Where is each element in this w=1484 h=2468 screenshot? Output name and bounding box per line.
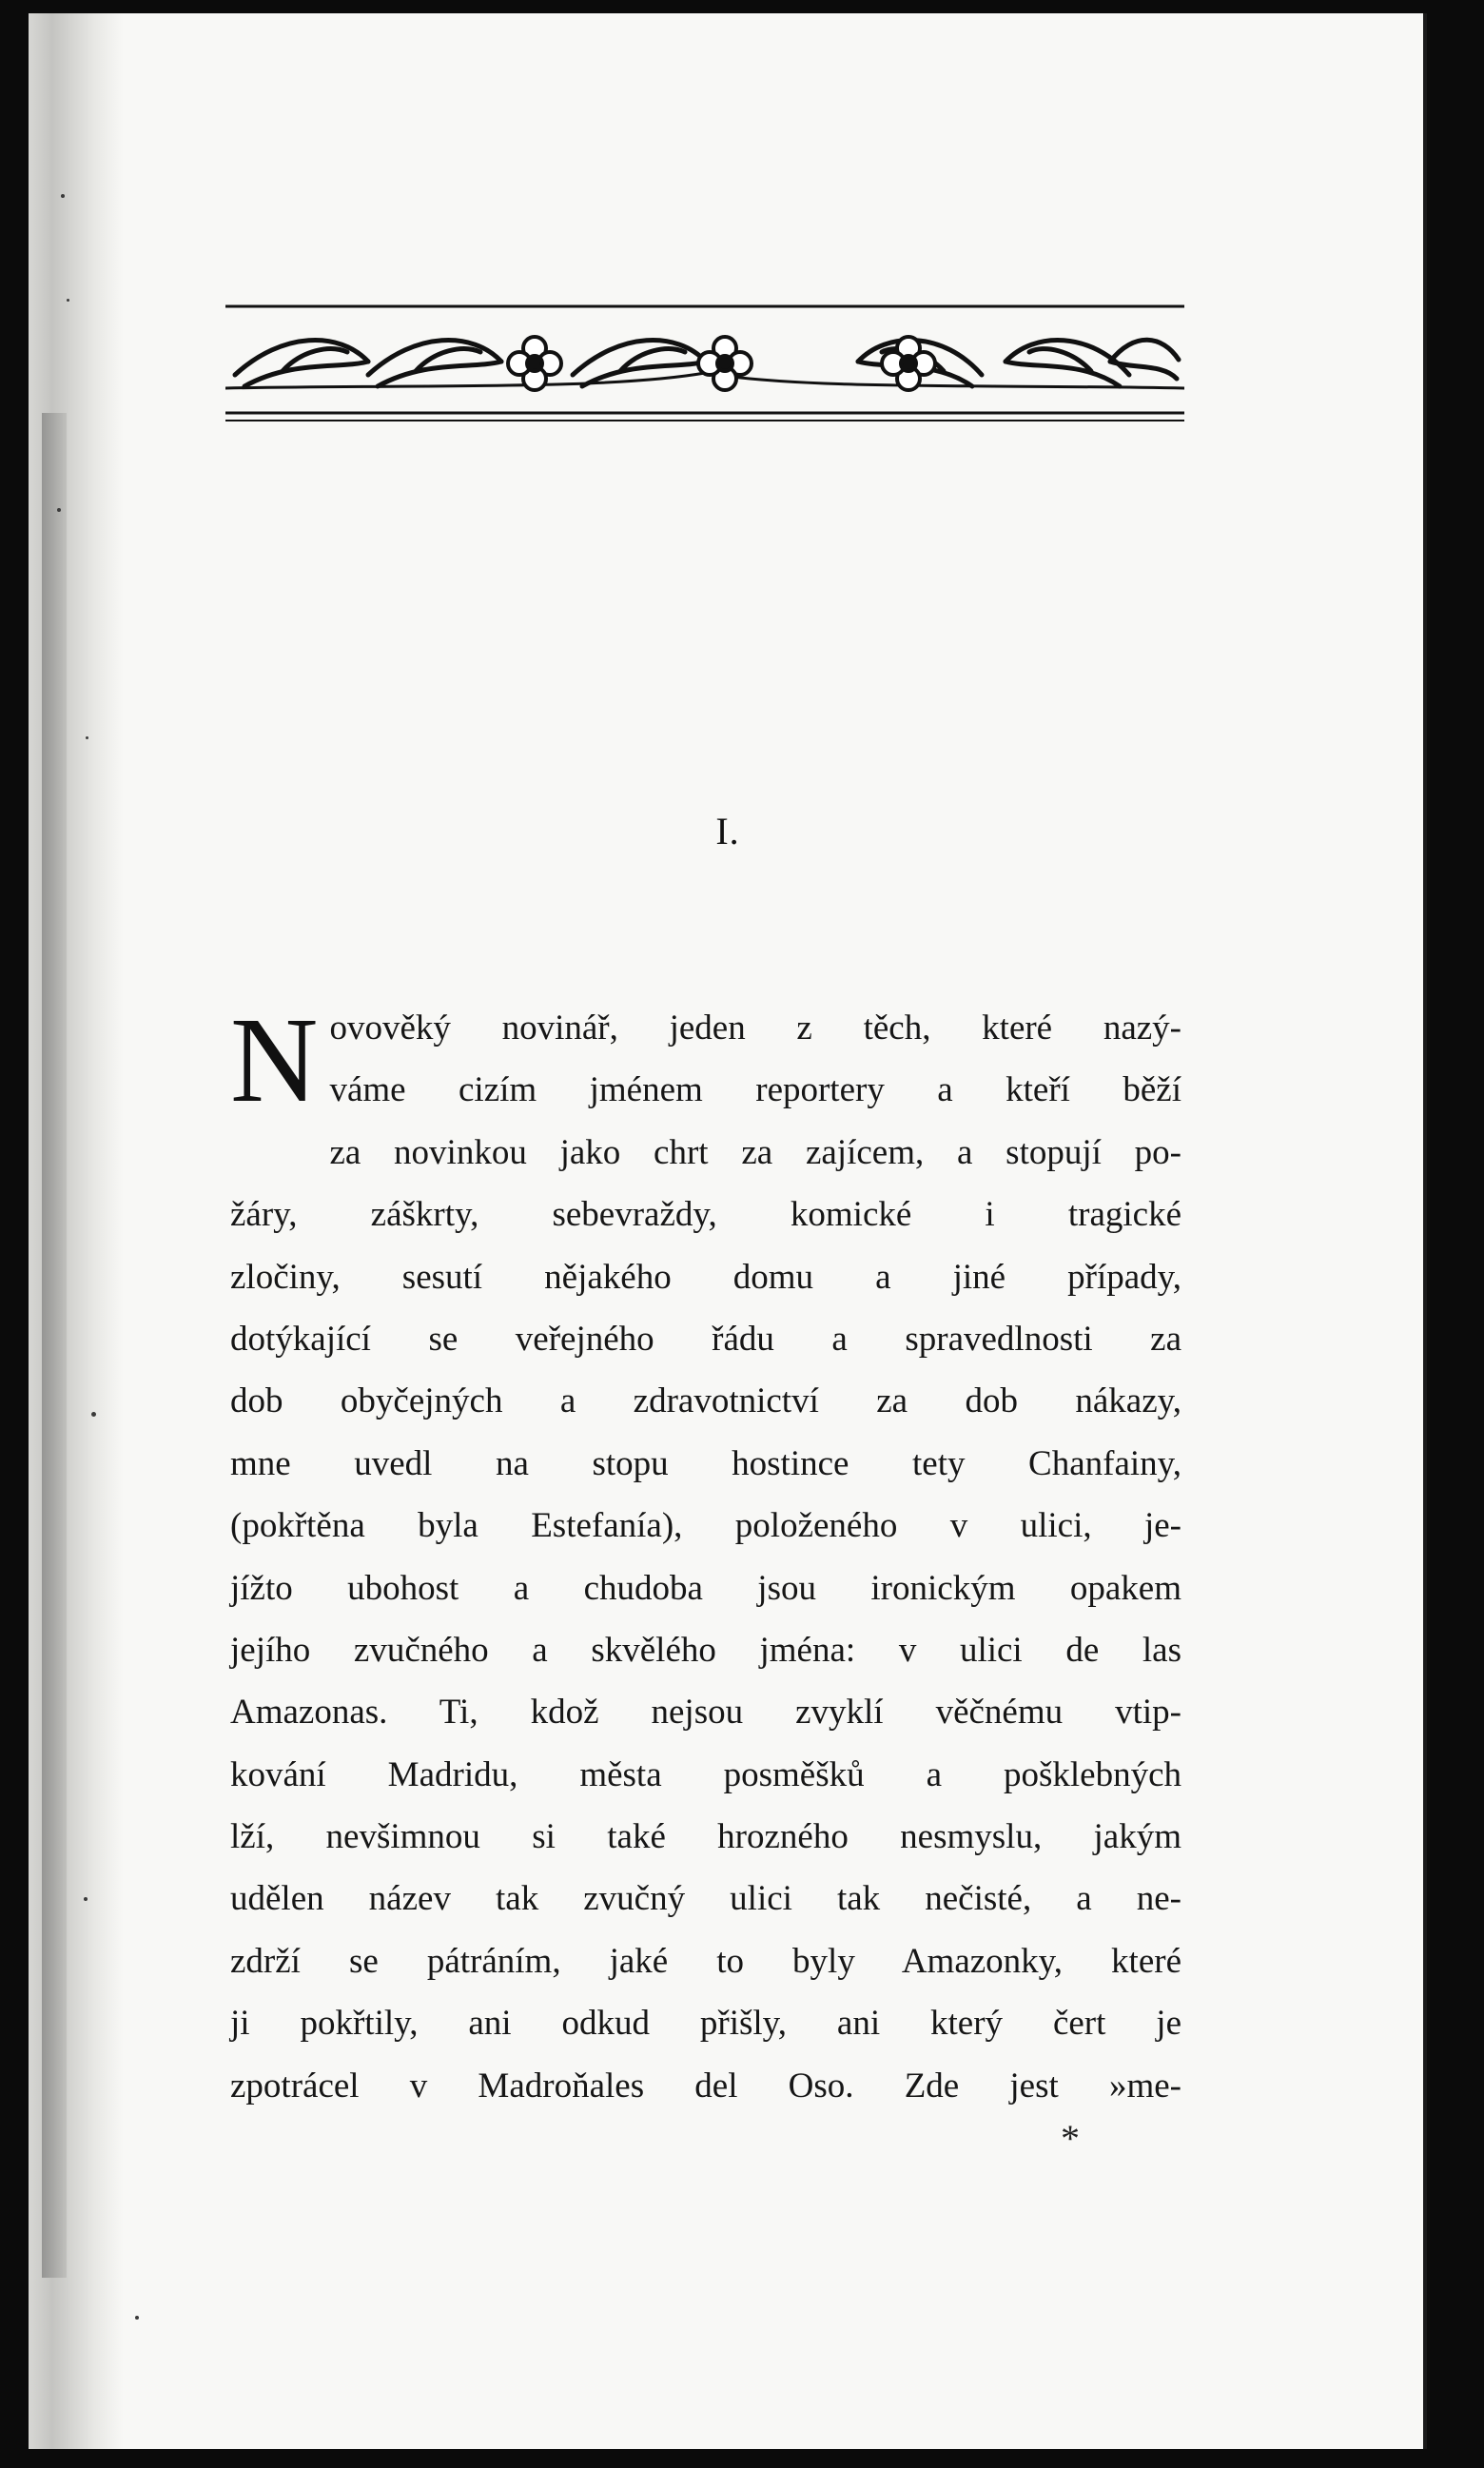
text-line: (pokřtěna byla Estefanía), položeného v ulici, je- — [230, 1506, 1181, 1546]
text-line: dob obyčejných a zdravotnictví za dob nákazy, — [230, 1381, 1181, 1421]
text-line: dotýkající se veřejného řádu a spravedlnosti za — [230, 1319, 1181, 1359]
paper-speck — [91, 1412, 96, 1417]
text-line: kování Madridu, města posměšků a pošklebných — [230, 1754, 1181, 1794]
text-line: zdrží se pátráním, jaké to byly Amazonky, které — [230, 1941, 1181, 1981]
book-page — [29, 13, 1427, 2449]
text-line: ovověký novinář, jeden z těch, které nazý- — [329, 1009, 1181, 1048]
text-line: zpotrácel v Madroňales del Oso. Zde jest »me- — [230, 2066, 1181, 2106]
text-line: žáry, záškrty, sebevraždy, komické i tragické — [230, 1195, 1181, 1235]
text-line: mne uvedl na stopu hostince tety Chanfainy, — [230, 1443, 1181, 1483]
text-line: ji pokřtily, ani odkud přišly, ani který čert je — [230, 2004, 1181, 2044]
text-line: zločiny, sesutí nějakého domu a jiné případy, — [230, 1257, 1181, 1297]
paper-speck — [86, 736, 88, 739]
text-line: váme cizím jménem reportery a kteří běží — [329, 1070, 1181, 1110]
text-line: jížto ubohost a chudoba jsou ironickým opakem — [230, 1568, 1181, 1608]
body-paragraph — [230, 992, 1181, 2117]
chapter-heading: I. — [715, 810, 740, 852]
paper-speck — [84, 1897, 88, 1901]
text-line: udělen název tak zvučný ulici tak nečisté, a ne- — [230, 1879, 1181, 1919]
page-edge — [1423, 13, 1427, 2449]
floral-vine-ornament-icon — [225, 303, 1184, 424]
text-line: Amazonas. Ti, kdož nejsou zvyklí věčnému vtip- — [230, 1693, 1181, 1733]
drop-cap: N — [230, 992, 319, 1127]
paper-speck — [135, 2316, 139, 2320]
text-line: jejího zvučného a skvělého jména: v ulici de las — [230, 1630, 1181, 1670]
paper-speck — [61, 194, 65, 198]
text-line: lží, nevšimnou si také hrozného nesmyslu, jakým — [230, 1817, 1181, 1857]
binding-shadow — [42, 413, 67, 2278]
text-line: za novinkou jako chrt za zajícem, a stopují po- — [329, 1132, 1181, 1172]
paper-speck — [67, 299, 69, 302]
paper-speck — [57, 508, 61, 512]
signature-mark: * — [1061, 2117, 1080, 2160]
